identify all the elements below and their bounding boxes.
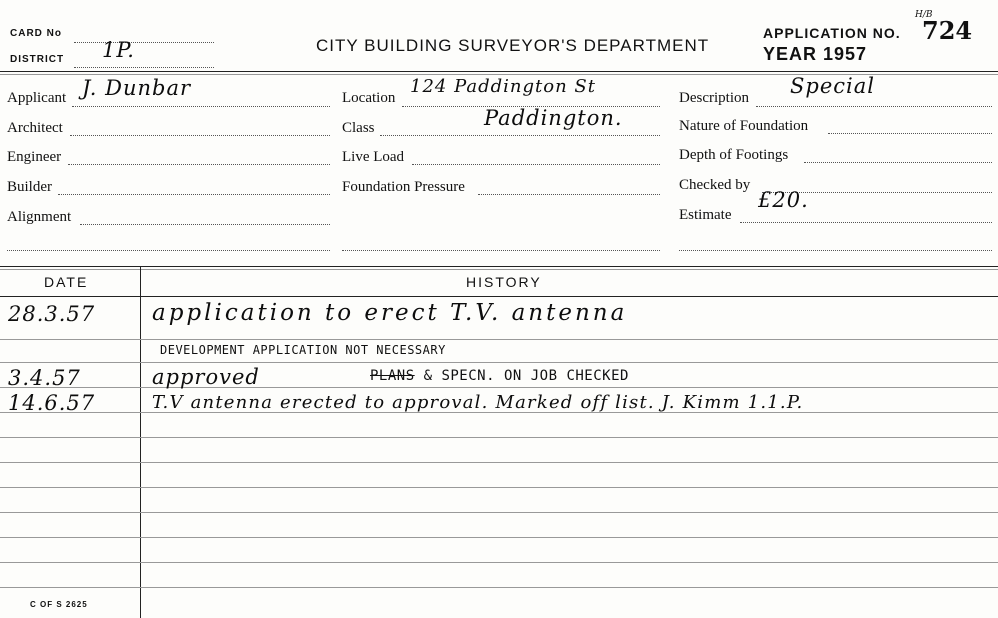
foundation-pressure-line: [478, 194, 660, 195]
history-text-1: application to erect T.V. antenna: [152, 300, 628, 326]
history-row-line: [0, 387, 998, 388]
depth-of-footings-label: Depth of Footings: [679, 147, 789, 163]
alignment-label: Alignment: [7, 209, 72, 225]
district-label: DISTRICT: [10, 54, 65, 65]
builder-label: Builder: [7, 179, 52, 195]
estimate-value: £20.: [758, 188, 809, 212]
date-column-divider: [140, 266, 141, 618]
history-row-line: [0, 537, 998, 538]
description-line: [756, 106, 992, 107]
nature-of-foundation-line: [828, 133, 992, 134]
nature-of-foundation-label: Nature of Foundation: [679, 118, 809, 134]
class-label: Class: [342, 120, 375, 136]
builder-line: [58, 194, 330, 195]
history-row-line: [0, 362, 998, 363]
applicant-label: Applicant: [7, 90, 67, 106]
description-value: Special: [790, 74, 875, 98]
estimate-label: Estimate: [679, 207, 732, 223]
architect-line: [70, 135, 330, 136]
history-row-line: [0, 587, 998, 588]
history-date-4: 14.6.57: [8, 391, 96, 415]
history-column-header: HISTORY: [466, 274, 542, 290]
history-top-rule-secondary: [0, 269, 998, 270]
history-row-line: [0, 437, 998, 438]
date-column-header: DATE: [44, 274, 89, 290]
form-code: C OF S 2625: [30, 600, 88, 609]
history-stamp-2: DEVELOPMENT APPLICATION NOT NECESSARY: [160, 343, 446, 357]
card-no-label: CARD No: [10, 28, 62, 39]
history-stamp-3: [370, 368, 629, 384]
history-top-rule: [0, 266, 998, 267]
live-load-label: Live Load: [342, 149, 405, 165]
description-label: Description: [679, 90, 749, 106]
application-no-mark: H/B: [915, 10, 933, 20]
stamp-rest: & SPECN. ON JOB CHECKED: [423, 368, 629, 384]
class-value: Paddington.: [484, 106, 623, 130]
history-text-4: T.V antenna erected to approval. Marked off list. J. Kimm 1.1.P.: [152, 392, 804, 413]
location-label: Location: [342, 90, 396, 106]
application-no-label: APPLICATION NO.: [763, 25, 901, 41]
history-date-1: 28.3.57: [8, 302, 96, 326]
blank-line-middle: [342, 250, 660, 251]
live-load-line: [412, 164, 660, 165]
engineer-label: Engineer: [7, 149, 62, 165]
struck-plans: PLANS: [370, 368, 415, 384]
district-line: [74, 67, 214, 68]
foundation-pressure-label: Foundation Pressure: [342, 179, 465, 195]
alignment-line: [80, 224, 330, 225]
year-label: YEAR 1957: [763, 44, 868, 64]
history-row-line: [0, 562, 998, 563]
applicant-line: [72, 106, 330, 107]
depth-of-footings-line: [804, 162, 992, 163]
history-row-line: [0, 339, 998, 340]
district-value: 1P.: [102, 38, 135, 62]
application-no-value: 724: [922, 16, 973, 45]
architect-label: Architect: [7, 120, 63, 136]
blank-line-right: [679, 250, 992, 251]
history-row-line: [0, 487, 998, 488]
history-date-3: 3.4.57: [8, 366, 81, 390]
checked-by-label: Checked by: [679, 177, 751, 193]
history-header-rule: [0, 296, 998, 297]
department-title: CITY BUILDING SURVEYOR'S DEPARTMENT: [316, 36, 710, 55]
header-rule: [0, 71, 998, 72]
history-row-line: [0, 462, 998, 463]
history-row-line: [0, 512, 998, 513]
card-no-line: [74, 42, 214, 43]
applicant-value: J. Dunbar: [82, 76, 192, 100]
history-text-3: approved: [152, 365, 260, 389]
engineer-line: [68, 164, 330, 165]
location-value: 124 Paddington St: [410, 76, 596, 97]
estimate-line: [740, 222, 992, 223]
blank-line-left: [7, 250, 330, 251]
class-line: [380, 135, 660, 136]
